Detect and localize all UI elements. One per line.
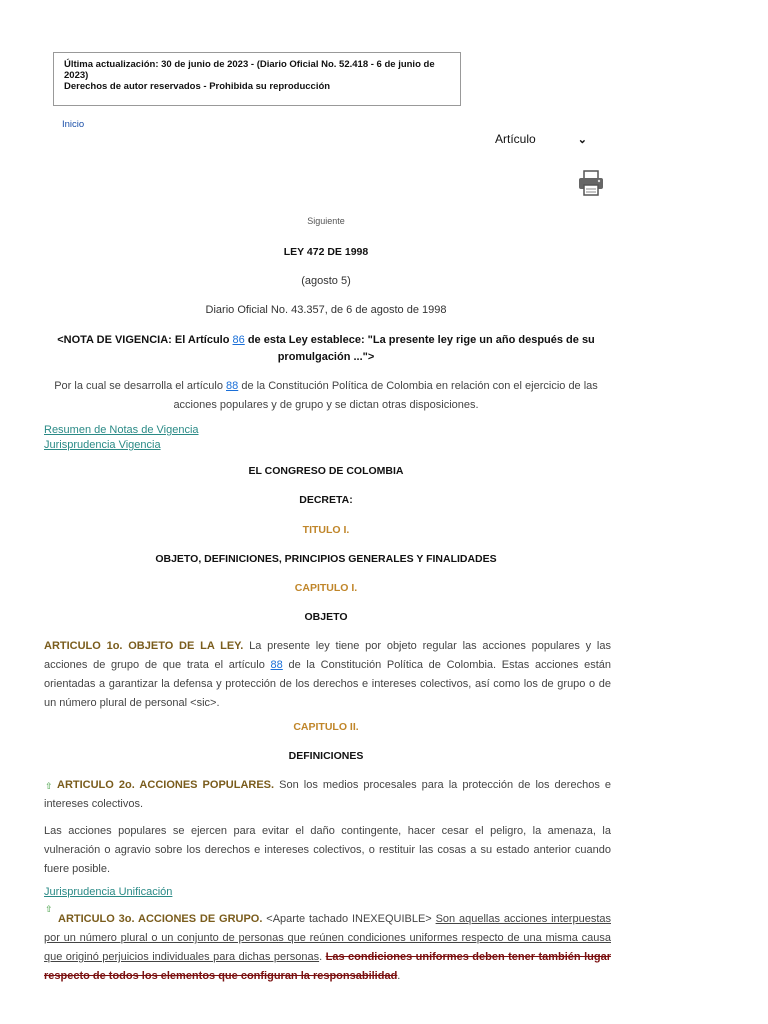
- chevron-down-icon: ⌄: [577, 133, 587, 146]
- article-3: ARTICULO 3o. ACCIONES DE GRUPO. <Aparte tachado INEXEQUIBLE> Son aquellas acciones interpuestas por un número plural o un conjunto de personas que reúnen condiciones uniformes respecto de una misma causa que originó perjuicios individuales para dichas personas. Las condiciones uniformes deben tener también lugar respecto de todos los elementos que configuran la responsabilidad.: [44, 913, 611, 982]
- articulo-88-link[interactable]: 88: [226, 380, 239, 392]
- arrow-up-icon[interactable]: ⇧: [45, 781, 53, 791]
- inicio-link[interactable]: Inicio: [62, 119, 85, 130]
- siguiente-link[interactable]: Siguiente: [307, 216, 345, 226]
- titulo-1-name: OBJETO, DEFINICIONES, PRINCIPIOS GENERALES Y FINALIDADES: [155, 553, 497, 565]
- arrow-up-icon[interactable]: ⇧: [45, 904, 53, 914]
- jurisprudencia-unificacion-link[interactable]: Jurisprudencia Unificación: [44, 886, 173, 898]
- articulo-88-link-2[interactable]: 88: [270, 659, 283, 671]
- capitulo-1-heading[interactable]: CAPITULO I.: [294, 582, 358, 594]
- jurisprudencia-vigencia-link[interactable]: Jurisprudencia Vigencia: [44, 439, 161, 451]
- printer-icon[interactable]: [577, 169, 605, 197]
- article-1-title[interactable]: ARTICULO 1o. OBJETO DE LA LEY.: [44, 640, 244, 652]
- congreso-heading: EL CONGRESO DE COLOMBIA: [248, 465, 404, 477]
- law-date: (agosto 5): [301, 275, 351, 287]
- update-notice: [53, 52, 461, 106]
- update-line-2: Derechos de autor reservados - Prohibida su reproducción: [64, 81, 331, 92]
- resumen-notas-link[interactable]: Resumen de Notas de Vigencia: [44, 424, 199, 436]
- law-description: Por la cual se desarrolla el artículo 88 de la Constitución Política de Colombia en relación con el ejercicio de las acciones populares y de grupo y se dictan otras disposiciones.: [54, 380, 598, 411]
- law-diario: Diario Oficial No. 43.357, de 6 de agosto de 1998: [205, 304, 447, 316]
- capitulo-2-name: DEFINICIONES: [288, 750, 364, 762]
- articulo-86-link[interactable]: 86: [232, 334, 245, 346]
- titulo-1-heading[interactable]: TITULO I.: [302, 524, 350, 536]
- article-select-value: Artículo: [495, 132, 536, 146]
- article-3-title[interactable]: ARTICULO 3o. ACCIONES DE GRUPO.: [58, 913, 263, 925]
- nota-vigencia: <NOTA DE VIGENCIA: El Artículo 86 de esta Ley establece: "La presente ley rige un año después de su promulgación ...">: [57, 334, 595, 363]
- update-line-1: Última actualización: 30 de junio de 2023 - (Diario Oficial No. 52.418 - 6 de junio de 2023): [64, 59, 435, 81]
- inexequible-text: Las condiciones uniformes deben tener también lugar respecto de todos los elementos que configuran la responsabilidad: [44, 951, 611, 982]
- article-2-title[interactable]: ARTICULO 2o. ACCIONES POPULARES.: [57, 779, 275, 791]
- article-select[interactable]: [491, 128, 591, 150]
- law-title: LEY 472 DE 1998: [283, 246, 369, 258]
- article-1: ARTICULO 1o. OBJETO DE LA LEY. La presente ley tiene por objeto regular las acciones populares y las acciones de grupo de que trata el artículo 88 de la Constitución Política de Colombia. Estas acciones están orientadas a garantizar la defensa y protección de los derechos e intereses colectivos, así como los de grupo o de un número plural de personal <sic>.: [44, 640, 612, 709]
- article-2: ARTICULO 2o. ACCIONES POPULARES. Son los medios procesales para la protección de los derechos e intereses colectivos.: [44, 779, 611, 810]
- capitulo-1-name: OBJETO: [304, 611, 348, 623]
- decreta-heading: DECRETA:: [299, 494, 353, 506]
- capitulo-2-heading[interactable]: CAPITULO II.: [293, 721, 359, 733]
- article-2-paragraph-2: Las acciones populares se ejercen para evitar el daño contingente, hacer cesar el peligro, la amenaza, la vulneración o agravio sobre los derechos e intereses colectivos, o restituir las cosas a su estado anterior cuando fuere posible.: [44, 825, 611, 875]
